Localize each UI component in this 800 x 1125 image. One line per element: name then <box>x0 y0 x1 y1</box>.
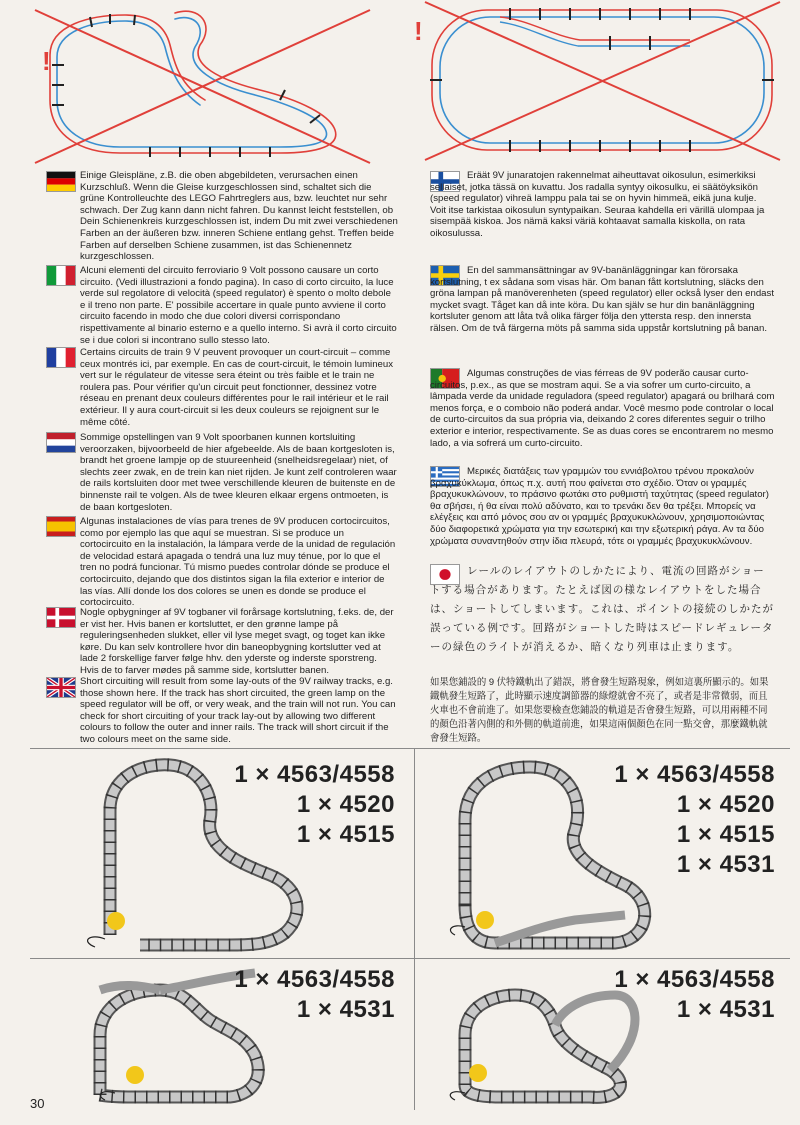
text-nl: Sommige opstellingen van 9 Volt spoorbanen kunnen kortsluiting veroorzaken, bijvoorbeeld de hier afgebeelde. Als de baan kortgesloten is, brandt het groene lampje op de stuureenheid (snelheidsregelaar) niet, of slechts zeer zwak, en de trein kan niet rijden. Je kunt zelf controleren waar de rails kortsluiten door met twee verschillende kleuren de buitenste en de binnenste rail te volgen. Als de twee kleuren elkaar ergens ontmoeten, is de baan kortgesloten. <box>80 432 397 513</box>
text-el: Μερικές διατάξεις των γραμμών του εννιάβολτου τρένου προκαλούν βραχυκύκλωμα, όπως π.χ. αυτή που φαίνεται στο σχέδιο. Όταν οι γραμμές βραχυκυκλώνουν, το πράσινο φωτάκι στο ρυθμιστή ταχύτητας (speed regulator) θα σβήσει, ή θα είναι πολύ αδύνατο, και το τρενάκι δεν θα τρέξει. Μπορείς να ελέγξεις και από μόνος σου αν οι γραμμές βραχυκυκλώνουν, χρησιμοποιώντας δύο διαφορετικά χρώματα για την εσωτερική και την εξωτερική ράγα. Αν τα δύο χρώματα συναντηθούν στην ίδια πλευρά, τότε οι γραμμές βραχυκυκλώνουν. <box>430 466 769 547</box>
parts-list-1: 1 × 4563/4558 1 × 4520 1 × 4515 <box>234 761 395 848</box>
text-pt: Algumas construções de vias férreas de 9V poderão causar curto-circuitos, p.ex., as que se mostram aqui. Se a via sofrer um curto-circuito, a lâmpada verde da unidade reguladora (speed regulator) apagará ou brilhará com menos força, e o comboio não poderá andar. Você mesmo pode controlar o local de curto-circuitos da sua própria via, deixando 2 cores diferentes seguir o trilho exterior e interior, respectivamente. Se as duas cores se encontrarem no mesmo lado, a via sofrerá um curto-circuito. <box>430 368 775 449</box>
grid-rule-middle <box>30 958 790 959</box>
speed-regulator-icon <box>476 911 494 929</box>
text-fi: Eräät 9V junaratojen rakennelmat aiheuttavat oikosulun, esimerkiksi sellaiset, jotka tässä on kuvattu. Jos radalla syntyy oikosulku, ei säätöyksikön (speed regulator) vihreä lamppu pala tai se on hyvin himmeä, eikä juna kulje. Voit itse tarkistaa oikosulun syntypaikan. Seuraa kahdella eri värillä ulompaa ja sisempää kiskoa. Jos nämä kaksi väriä kohtaavat samalla kiskolla, on rata oikosulussa. <box>430 170 765 239</box>
warning-mark-left: ! <box>42 46 51 76</box>
warning-mark-right: ! <box>414 16 423 46</box>
dk-flag-icon <box>46 607 76 628</box>
text-da: Nogle opbygninger af 9V togbaner vil forårsage kortslutning, f.eks. de, der er vist her. Hvis banen er kortsluttet, er den grønne lampe på reguleringsenheden slukket, eller vil lyse meget svagt, og toget kan ikke køre. Du kan selv kontrollere hvor din baneopbygning kortslutter ved at lade 2 forskellige farver følge hhv. den yderste og inderste sporstreng. Hvis de to farver mødes på samme side, kortslutter banen. <box>80 607 394 676</box>
parts-list-4: 1 × 4563/4558 1 × 4531 <box>614 966 775 1023</box>
parts-list-3: 1 × 4563/4558 1 × 4531 <box>234 966 395 1023</box>
grid-rule-vertical <box>414 748 415 1110</box>
es-flag-icon <box>46 516 76 537</box>
text-sv: En del sammansättningar av 9V-banänläggningar kan förorsaka kortslutning, t ex sådana som visas här. Om banan fått kortslutning, släcks den gröna lampan på manöverenheten (speed regulator) eller också lyser den endast mycket svagt. Tåget kan då inte köra. Du kan själv se hur din banänläggning kortsluter genom att låta två olika färger följa den yttersta resp. den innersta rälsen. Om de två färgerna möts på samma sida uppstår kortslutning på banan. <box>430 265 774 334</box>
it-flag-icon <box>46 265 76 286</box>
short-circuit-diagram-right <box>410 0 790 165</box>
uk-flag-icon <box>46 677 76 698</box>
short-circuit-diagram-left <box>30 5 400 165</box>
text-zh: 如果您鋪設的 9 伏特鐵軌出了錯誤，將會發生短路現象，例如這裏所顯示的。如果鐵軌發生短路了，此時顯示速度調節器的綠燈就會不亮了，或者是非常微弱，而且火車也不會前進了。如果您要檢查您鋪設的軌道是否會發生短路，可以用兩種不同的顏色沿著內側的和外側的軌道前進，如果這兩個顏色在同一點交會，那麼鐵軌就會發生短路。 <box>430 676 769 743</box>
grid-rule-top <box>30 748 790 749</box>
text-es: Algunas instalaciones de vías para trenes de 9V producen cortocircuitos, como por ejemplo las que aquí se muestran. Si se produce un cortocircuito en la instalación, la lámpara verde de la unidad de regulación de velocidad estará apagada o tendrá una luz muy ténue, por lo que el tren no podrá funcionar. Tú mismo puedes controlar dónde se produce el cortocircuito, dejando que dos distintos sigan la fila exterior e interior de las vías. Allí donde los dos colores se unen es donde se produce el cortocircuito. <box>80 516 396 609</box>
speed-regulator-icon <box>469 1064 487 1082</box>
text-it: Alcuni elementi del circuito ferroviario 9 Volt possono causare un corto circuito. (Vedi illustrazioni a fondo pagina). In caso di corto circuito, la luce verde sul regolatore di velocità (speed regulator) è spento o molto debole e il treno non parte. E' possibile accertare in quale punto avviene il corto circuito facendo in modo che due colori diversi corrispondano rispettivamente al binario esterno e a quello interno. Si avrà il corto circuito se i due colori si incontrano sullo stesso lato. <box>80 265 397 346</box>
fr-flag-icon <box>46 347 76 368</box>
page-number: 30 <box>30 1096 45 1111</box>
text-ja: レールのレイアウトのしかたにより、電流の回路がショートする場合があります。たとえば図の様なレイアウトをした場合は、ショートしてしまいます。これは、ポイントの接続のしかたが誤っている例です。回路がショートした時はスピードレギュレーターの緑色のライトが消えるか、暗くなり列車は止まります。 <box>430 565 774 653</box>
nl-flag-icon <box>46 432 76 453</box>
text-fr: Certains circuits de train 9 V peuvent provoquer un court-circuit – comme ceux montrés ici, par exemple. En cas de court-circuit, le témoin lumineux vert sur le régulateur de vitesse sera éteint ou très faible et le train ne roulera pas. Pour vérifier qu'un circuit peut fonctionner, dessinez votre réseau en prenant deux couleurs différentes pour le rail intérieur et le rail extérieur. Il y aura court-circuit si les deux couleurs se rejoignent sur le même côté. <box>80 347 393 428</box>
de-flag-icon <box>46 171 76 192</box>
text-de: Einige Gleispläne, z.B. die oben abgebildeten, verursachen einen Kurzschluß. Wenn die Gleise kurzgeschlossen sind, schaltet sich die grüne Kontrolleuchte des LEGO Fahrtreglers aus, bzw. leuchtet nur sehr schwach. Der Zug kann dann nicht fahren. Du kannst leicht feststellen, ob Dein Schienenkreis kurzgeschlossen ist, indem Du mit zwei verschiedenen Farben an der äußeren bzw. inneren Schiene entlang gehst. Treffen beide Farben auf derselben Schiene zusammen, ist das Schienennetz kurzgeschlossen. <box>80 170 398 263</box>
speed-regulator-icon <box>107 912 125 930</box>
speed-regulator-icon <box>126 1066 144 1084</box>
parts-list-2: 1 × 4563/4558 1 × 4520 1 × 4515 1 × 4531 <box>614 761 775 878</box>
text-en: Short circuiting will result from some lay-outs of the 9V railway tracks, e.g. those shown here. If the track has short circuited, the green lamp on the speed regulator will be off, or very weak, and the train will not run. You can check for short circuiting of your track lay-out by allowing two different colours to follow the outer and inner rails. The track will short circuit if the two colours meet on the same side. <box>80 676 396 745</box>
